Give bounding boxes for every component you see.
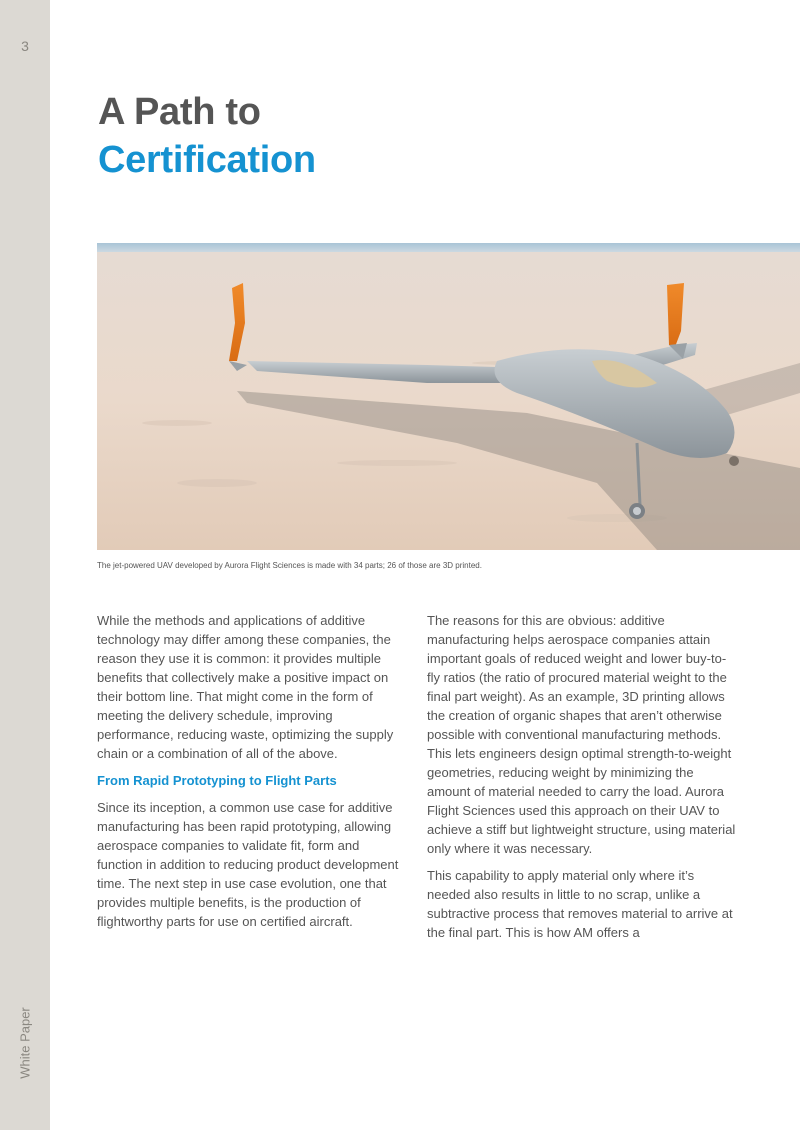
title-line-1: A Path to: [98, 91, 261, 133]
section-subheading: From Rapid Prototyping to Flight Parts: [97, 773, 337, 788]
left-paragraph-2: Since its inception, a common use case for additive manufacturing has been rapid prototyping, allowing aerospace companies to validate fit, form and function in addition to reducing product development time. The next step in use case evolution, one that provides multiple benefits, is the production of flightworthy parts for use on certified aircraft.: [97, 800, 399, 929]
uav-photo: [97, 243, 800, 550]
left-paragraph-1: While the methods and applications of additive technology may differ among these companies, the reason they use it is common: it provides multiple benefits that collectively make a positive impact on their bottom line. That might come in the form of meeting the delivery schedule, improving performance, reducing waste, optimizing the supply chain or a combination of all of the above.: [97, 613, 394, 761]
right-paragraph-1: The reasons for this are obvious: additive manufacturing helps aerospace companies attain important goals of reduced weight and lower buy-to-fly ratios (the ratio of procured material weight to the final part weight). As an example, 3D printing allows the creation of organic shapes that aren’t otherwise possible with conventional manufacturing methods. This lets engineers design optimal strength-to-weight geometries, reducing weight by minimizing the amount of material needed to carry the load. Aurora Flight Sciences used this approach on their UAV to achieve a stiff but lightweight structure, using material only where it was necessary.: [427, 613, 736, 856]
title-line-2: Certification: [98, 139, 316, 181]
right-paragraph-2: This capability to apply material only where it’s needed also results in little to no scrap, unlike a subtractive process that removes material to arrive at the final part. This is how AM offers a: [427, 868, 733, 940]
left-column: [97, 611, 402, 939]
page-title: [98, 88, 316, 184]
side-band: [0, 0, 50, 1130]
right-column: [427, 611, 737, 950]
document-type-label: White Paper: [17, 1007, 33, 1079]
photo-caption: The jet-powered UAV developed by Aurora Flight Sciences is made with 34 parts; 26 of those are 3D printed.: [97, 561, 482, 570]
page-number: 3: [21, 38, 29, 54]
